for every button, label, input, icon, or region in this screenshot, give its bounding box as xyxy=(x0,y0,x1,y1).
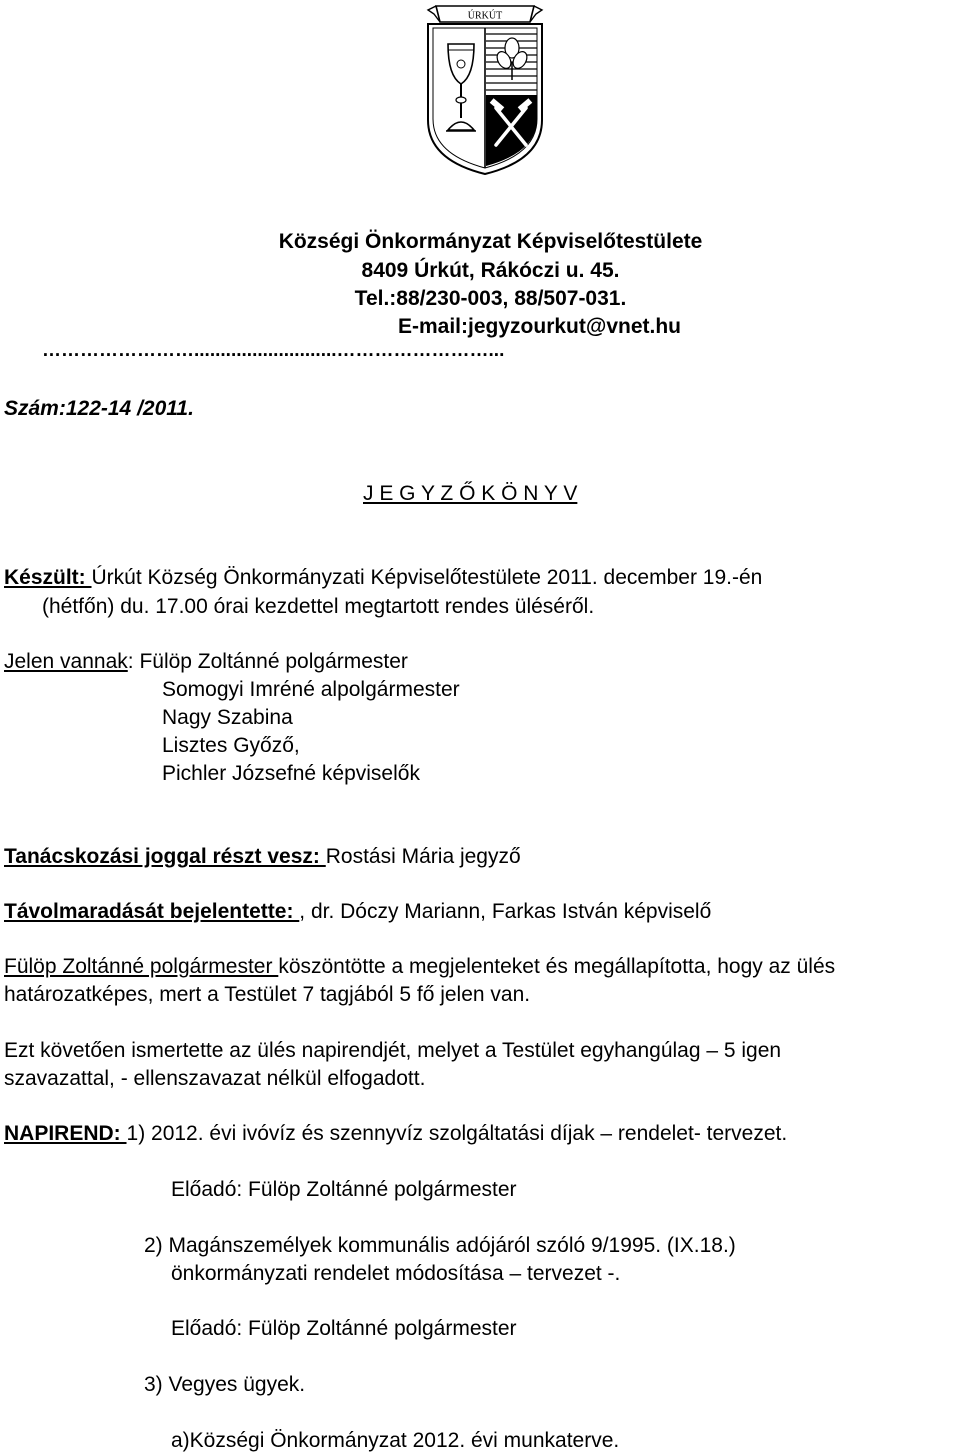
reference-number: Szám:122-14 /2011. xyxy=(4,397,194,420)
org-address: 8409 Úrkút, Rákóczi u. 45. xyxy=(361,259,620,282)
coat-of-arms-icon xyxy=(422,0,548,176)
agenda-item-3a: a)Községi Önkormányzat 2012. évi munkaterve. xyxy=(171,1429,620,1452)
prepared-line-1 xyxy=(4,567,762,588)
crest-banner-text: ÚRKÚT xyxy=(467,10,503,22)
greeting-line-2: határozatképes, mert a Testület 7 tagjából 5 fő jelen van. xyxy=(4,983,531,1006)
agenda-presenter-2: Előadó: Fülöp Zoltánné polgármester xyxy=(171,1317,517,1340)
document-title: J E G Y Z Ő K Ö N Y V xyxy=(363,482,578,505)
agenda-item-1-line xyxy=(4,1123,787,1144)
greeting-name: Fülöp Zoltánné polgármester xyxy=(4,955,279,978)
advisory-text: Rostási Mária jegyző xyxy=(325,845,521,868)
org-phone: Tel.:88/230-003, 88/507-031. xyxy=(354,287,627,310)
present-member: Lisztes Győző, xyxy=(162,734,300,757)
header-separator: ……………………...........................……………………... xyxy=(42,340,505,361)
advisory-label: Tanácskozási joggal részt vesz: xyxy=(4,845,326,868)
agenda-intro-line-2: szavazattal, - ellenszavazat nélkül elfogadott. xyxy=(4,1067,426,1090)
agenda-label: NAPIREND: xyxy=(4,1122,127,1145)
present-member: Fülöp Zoltánné polgármester xyxy=(139,650,408,673)
agenda-presenter-1: Előadó: Fülöp Zoltánné polgármester xyxy=(171,1178,517,1201)
present-colon: : xyxy=(127,650,140,673)
present-label: Jelen vannak xyxy=(4,650,128,673)
org-name: Községi Önkormányzat Képviselőtestülete xyxy=(278,230,703,253)
present-member: Pichler Józsefné képviselők xyxy=(162,762,420,785)
present-line-1 xyxy=(4,651,408,672)
agenda-item-2: 2) Magánszemélyek kommunális adójáról szóló 9/1995. (IX.18.) xyxy=(144,1234,736,1257)
agenda-item-2-continued: önkormányzati rendelet módosítása – tervezet -. xyxy=(171,1262,621,1285)
org-email: E-mail:jegyzourkut@vnet.hu xyxy=(398,315,682,338)
absent-line xyxy=(4,901,711,922)
greeting-text: köszöntötte a megjelenteket és megállapította, hogy az ülés xyxy=(278,955,836,978)
agenda-item-3: 3) Vegyes ügyek. xyxy=(144,1373,306,1396)
advisory-line xyxy=(4,846,521,867)
present-member: Nagy Szabina xyxy=(162,706,293,729)
agenda-item-1: 1) 2012. évi ivóvíz és szennyvíz szolgáltatási díjak – rendelet- tervezet. xyxy=(126,1122,788,1145)
prepared-label: Készült: xyxy=(4,566,92,589)
agenda-intro-line-1: Ezt követően ismertette az ülés napirendjét, melyet a Testület egyhangúlag – 5 igen xyxy=(4,1039,782,1062)
present-member: Somogyi Imréné alpolgármester xyxy=(162,678,460,701)
prepared-text: Úrkút Község Önkormányzati Képviselőtestülete 2011. december 19.-én xyxy=(91,566,763,589)
absent-text: , dr. Dóczy Mariann, Farkas István képviselő xyxy=(299,900,712,923)
absent-label: Távolmaradását bejelentette: xyxy=(4,900,300,923)
greeting-line-1 xyxy=(4,956,835,977)
prepared-line-2: (hétfőn) du. 17.00 órai kezdettel megtartott rendes üléséről. xyxy=(42,595,595,618)
